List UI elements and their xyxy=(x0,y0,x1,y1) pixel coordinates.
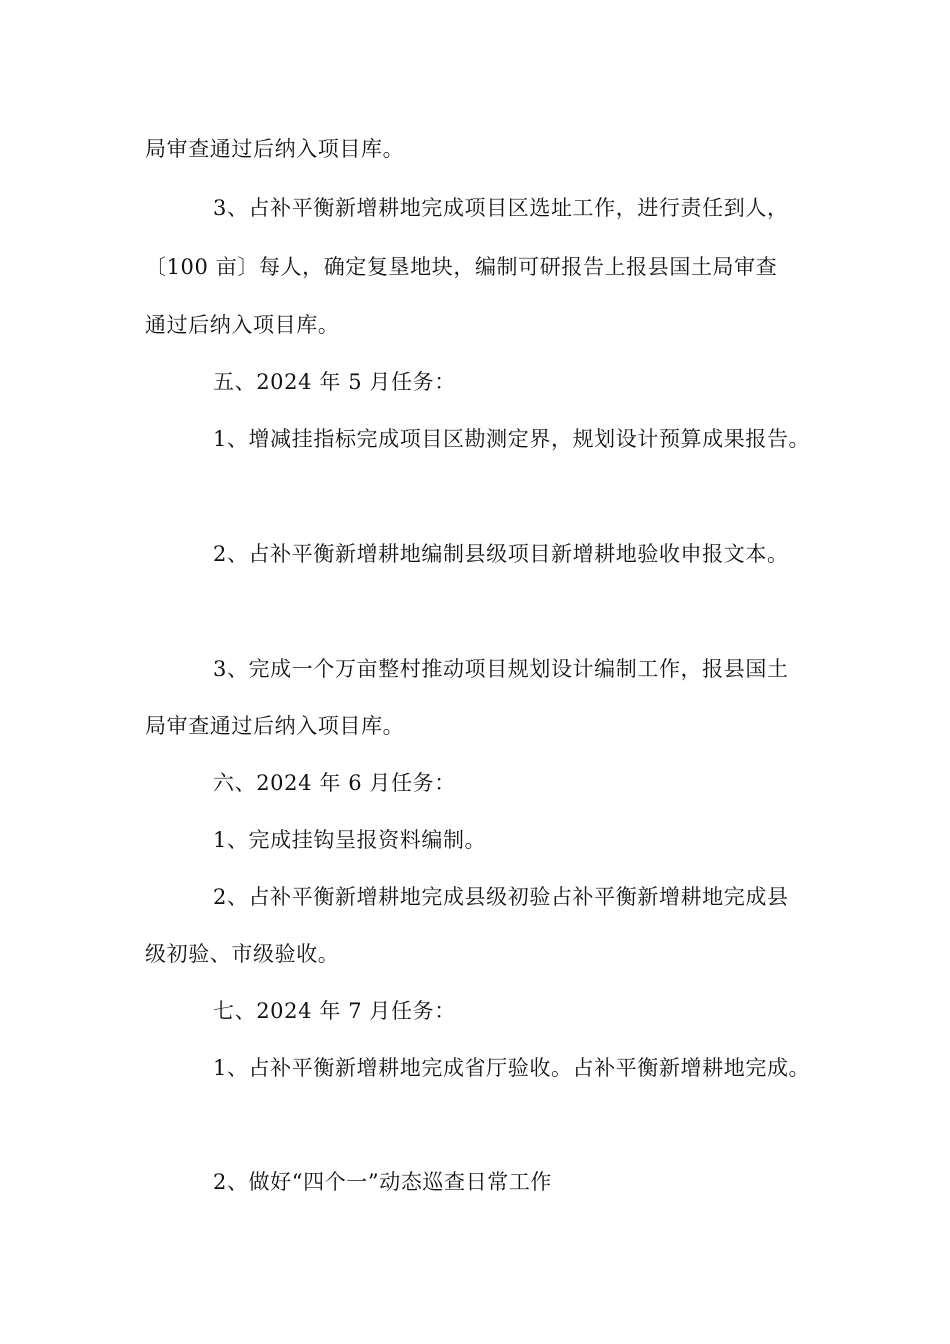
paragraph-line: 局审查通过后纳入项目库。 xyxy=(145,137,405,161)
paragraph-line: 3、完成一个万亩整村推动项目规划设计编制工作，报县国土 xyxy=(213,657,789,681)
section-heading: 五、2024 年 5 月任务： xyxy=(213,370,456,394)
paragraph-line: 通过后纳入项目库。 xyxy=(145,313,340,337)
paragraph-line: 1、完成挂钩呈报资料编制。 xyxy=(213,828,487,852)
paragraph-line: 级初验、市级验收。 xyxy=(145,942,340,966)
paragraph-line: 局审查通过后纳入项目库。 xyxy=(145,714,405,738)
paragraph-line: 〔100 亩〕每人，确定复垦地块，编制可研报告上报县国土局审查 xyxy=(145,255,778,279)
paragraph-line: 1、增减挂指标完成项目区勘测定界，规划设计预算成果报告。 xyxy=(213,427,811,451)
section-heading: 七、2024 年 7 月任务： xyxy=(213,999,456,1023)
paragraph-line: 1、占补平衡新增耕地完成省厅验收。占补平衡新增耕地完成。 xyxy=(213,1056,811,1080)
paragraph-line: 2、占补平衡新增耕地完成县级初验占补平衡新增耕地完成县 xyxy=(213,885,789,909)
paragraph-line: 2、做好“四个一”动态巡查日常工作 xyxy=(213,1170,553,1194)
paragraph-line: 2、占补平衡新增耕地编制县级项目新增耕地验收申报文本。 xyxy=(213,542,789,566)
paragraph-line: 3、占补平衡新增耕地完成项目区选址工作，进行责任到人， xyxy=(213,196,789,220)
section-heading: 六、2024 年 6 月任务： xyxy=(213,771,456,795)
